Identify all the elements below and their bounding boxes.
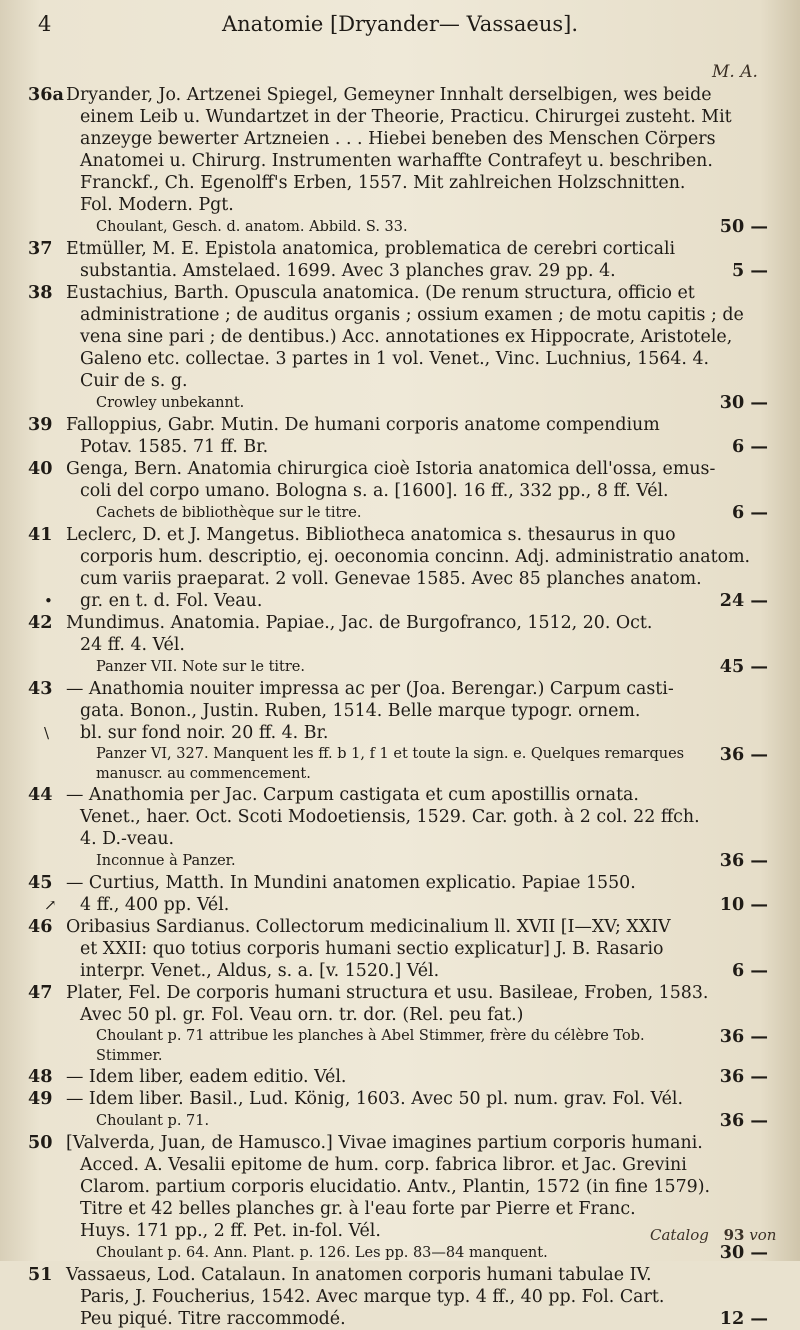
footer-stamp [650,1226,776,1244]
entry-text: Clarom. partium corporis elucidatio. Antv., Plantin, 1572 (in fine 1579). [80,1177,711,1197]
footer-page: 93 [723,1226,745,1244]
entry-text: interpr. Venet., Aldus, s. a. [v. 1520.] Vél. [80,961,440,981]
entry-text: — Idem liber, eadem editio. Vél. [66,1067,347,1087]
entry-text: 24 ff. 4. Vél. [80,635,185,655]
entry-price: 36 — [719,1066,768,1087]
entry-price: 10 — [719,894,768,915]
entry-text: Etmüller, M. E. Epistola anatomica, problematica de cerebri corticali [66,239,676,259]
catalog-entry [0,524,800,612]
entry-line [0,1132,800,1154]
entry-line [0,1286,800,1308]
catalog-entry [0,1066,800,1088]
catalog-entry [0,916,800,982]
entry-price: 30 — [719,1242,768,1263]
entry-line [0,678,800,700]
running-head [0,12,800,48]
entry-text: Dryander, Jo. Artzenei Spiegel, Gemeyner Innhalt derselbigen, wes beide [66,85,712,105]
entry-text: cum variis praeparat. 2 voll. Genevae 1585. Avec 85 planches anatom. [80,569,702,589]
entry-text: Avec 50 pl. gr. Fol. Veau orn. tr. dor. (Rel. peu fat.) [80,1005,524,1025]
page-number: 4 [38,12,52,36]
entry-line [0,960,800,982]
entry-text: Cuir de s. g. [80,371,188,391]
entry-line [0,806,800,828]
entry-line [0,784,800,806]
entry-line [0,700,800,722]
entry-text: — Anathomia nouiter impressa ac per (Joa. Berengar.) Carpum casti- [66,679,674,699]
entry-line [0,1004,800,1026]
catalog-entry [0,1088,800,1132]
catalog-entry [0,612,800,678]
entry-price: 36 — [719,1110,768,1131]
entry-text: Vassaeus, Lod. Catalaun. In anatomen corporis humani tabulae IV. [66,1265,652,1285]
entry-text: Falloppius, Gabr. Mutin. De humani corporis anatome compendium [66,415,660,435]
entry-price: 6 — [732,436,768,457]
entry-text: Titre et 42 belles planches gr. à l'eau forte par Pierre et Franc. [80,1199,636,1219]
entry-line [0,370,800,392]
margin-mark: ↗ [44,896,57,914]
entry-text: et XXII: quo totius corporis humani sectio explicatur] J. B. Rasario [80,939,664,959]
entry-line [0,894,800,916]
entry-text: substantia. Amstelaed. 1699. Avec 3 planches grav. 29 pp. 4. [80,261,616,281]
catalog-entry [0,84,800,238]
entry-note: Inconnue à Panzer. 36 — [96,850,768,871]
entry-number: 46 [28,916,53,937]
entry-number: 47 [28,982,53,1003]
entry-number: 49 [28,1088,53,1109]
entry-price: 36 — [719,850,768,871]
catalog-entry [0,458,800,524]
entry-text: Galeno etc. collectae. 3 partes in 1 vol. Venet., Vinc. Luchnius, 1564. 4. [80,349,710,369]
entry-line [0,260,800,282]
catalog-entry [0,784,800,872]
entry-line [0,458,800,480]
entry-line [0,414,800,436]
entry-text: Paris, J. Foucherius, 1542. Avec marque typ. 4 ff., 40 pp. Fol. Cart. [80,1287,665,1307]
entry-note: Cachets de bibliothèque sur le titre. 6 — [96,502,768,523]
catalog-entry [0,414,800,458]
entry-line [0,568,800,590]
entry-text: administratione ; de auditus organis ; ossium examen ; de motu capitis ; de [80,305,744,325]
entry-note: Choulant, Gesch. d. anatom. Abbild. S. 33. 50 — [96,216,768,237]
entry-line [0,282,800,304]
entry-line [0,436,800,458]
entry-line [0,722,800,744]
entry-note: Panzer VI, 327. Manquent les ff. b 1, f 1 et toute la sign. e. Quelques remarques manuscr. au commencement. 36 — [96,744,768,782]
entry-number: 42 [28,612,53,633]
entry-number: 50 [28,1132,53,1153]
entry-price: 6 — [732,960,768,981]
entry-number: 39 [28,414,53,435]
entry-text: Eustachius, Barth. Opuscula anatomica. (De renum structura, officio et [66,283,695,303]
entry-note: Crowley unbekannt. 30 — [96,392,768,413]
entry-line [0,634,800,656]
entry-line [0,524,800,546]
entry-text: Mundimus. Anatomia. Papiae., Jac. de Burgofranco, 1512, 20. Oct. [66,613,653,633]
entry-line [0,1066,800,1088]
entry-text: gr. en t. d. Fol. Veau. [80,591,263,611]
entry-text: gata. Bonon., Justin. Ruben, 1514. Belle marque typogr. ornem. [80,701,641,721]
entry-line [0,982,800,1004]
entry-price: 30 — [719,392,768,413]
catalog-entry [0,1132,800,1264]
entry-price: 50 — [719,216,768,237]
catalog-entry [0,678,800,784]
entry-text: vena sine pari ; de dentibus.) Acc. annotationes ex Hippocrate, Aristotele, [80,327,733,347]
entry-line [0,1154,800,1176]
entry-number: 37 [28,238,53,259]
entry-note: Choulant p. 71 attribue les planches à Abel Stimmer, frère du célèbre Tob. Stimmer. 36 — [96,1026,768,1064]
entry-note: Choulant p. 64. Ann. Plant. p. 126. Les pp. 83—84 manquent. 30 — [96,1242,768,1263]
catalog-entry [0,982,800,1066]
entry-text: bl. sur fond noir. 20 ff. 4. Br. [80,723,329,743]
entry-price: 6 — [732,502,768,523]
entry-text: — Curtius, Matth. In Mundini anatomen explicatio. Papiae 1550. [66,873,636,893]
entry-line [0,150,800,172]
entry-text: corporis hum. descriptio, ej. oeconomia concinn. Adj. administratio anatom. [80,547,751,567]
entry-text: einem Leib u. Wundartzet in der Theorie, Practicu. Chirurgei zusteht. Mit [80,107,732,127]
entry-line [0,872,800,894]
entry-text: Acced. A. Vesalii epitome de hum. corp. fabrica libror. et Jac. Grevini [80,1155,687,1175]
entry-price: 36 — [719,744,768,765]
handwritten-mark: M. A. [712,62,758,82]
entry-text: Oribasius Sardianus. Collectorum medicinalium ll. XVII [I—XV; XXIV [66,917,671,937]
entry-text: Potav. 1585. 71 ff. Br. [80,437,269,457]
entry-line [0,304,800,326]
margin-mark: • [44,592,53,610]
entry-text: 4 ff., 400 pp. Vél. [80,895,230,915]
entry-line [0,612,800,634]
catalog-entry [0,1264,800,1330]
entry-line [0,546,800,568]
entry-line [0,172,800,194]
entry-line [0,106,800,128]
entry-text: Anatomei u. Chirurg. Instrumenten warhaffte Contrafeyt u. beschriben. [80,151,713,171]
entry-number: 51 [28,1264,53,1285]
entry-number: 36a [28,84,64,105]
page-title: Anatomie [Dryander— Vassaeus]. [221,12,578,36]
entry-text: Huys. 171 pp., 2 ff. Pet. in-fol. Vél. [80,1221,381,1241]
entry-text: Fol. Modern. Pgt. [80,195,234,215]
entry-number: 44 [28,784,53,805]
catalog-entries [0,84,800,1330]
footer-suffix: von [749,1226,777,1244]
entry-text: Leclerc, D. et J. Mangetus. Bibliotheca anatomica s. thesaurus in quo [66,525,676,545]
entry-line [0,128,800,150]
entry-line [0,194,800,216]
entry-line [0,1308,800,1330]
entry-line [0,916,800,938]
entry-number: 45 [28,872,53,893]
entry-line [0,1198,800,1220]
entry-price: 24 — [719,590,768,611]
entry-price: 36 — [719,1026,768,1047]
entry-text: Franckf., Ch. Egenolff's Erben, 1557. Mit zahlreichen Holzschnitten. [80,173,686,193]
entry-line [0,326,800,348]
entry-price: 12 — [719,1308,768,1329]
footer-text: Catalog [650,1226,709,1244]
entry-line [0,1088,800,1110]
entry-text: — Anathomia per Jac. Carpum castigata et cum apostillis ornata. [66,785,639,805]
entry-note: Panzer VII. Note sur le titre. 45 — [96,656,768,677]
entry-number: 43 [28,678,53,699]
entry-line [0,1264,800,1286]
entry-text: 4. D.-veau. [80,829,175,849]
entry-line [0,938,800,960]
entry-number: 40 [28,458,53,479]
entry-line [0,348,800,370]
catalog-entry [0,282,800,414]
entry-text: Venet., haer. Oct. Scoti Modoetiensis, 1529. Car. goth. à 2 col. 22 ffch. [80,807,700,827]
entry-line [0,480,800,502]
entry-line [0,238,800,260]
entry-number: 48 [28,1066,53,1087]
entry-text: Plater, Fel. De corporis humani structura et usu. Basileae, Froben, 1583. [66,983,709,1003]
entry-text: — Idem liber. Basil., Lud. König, 1603. Avec 50 pl. num. grav. Fol. Vél. [66,1089,683,1109]
margin-mark: \ [44,724,50,742]
catalog-entry [0,238,800,282]
entry-price: 45 — [719,656,768,677]
entry-line [0,590,800,612]
entry-line [0,828,800,850]
catalog-entry [0,872,800,916]
entry-text: Genga, Bern. Anatomia chirurgica cioè Istoria anatomica dell'ossa, emus- [66,459,716,479]
entry-text: anzeyge bewerter Artzneien . . . Hiebei beneben des Menschen Cörpers [80,129,716,149]
entry-note: Choulant p. 71. 36 — [96,1110,768,1131]
entry-price: 5 — [732,260,768,281]
entry-text: coli del corpo umano. Bologna s. a. [1600]. 16 ff., 332 pp., 8 ff. Vél. [80,481,669,501]
entry-text: Peu piqué. Titre raccommodé. [80,1309,346,1329]
entry-line [0,1176,800,1198]
entry-number: 41 [28,524,53,545]
entry-text: [Valverda, Juan, de Hamusco.] Vivae imagines partium corporis humani. [66,1133,703,1153]
entry-number: 38 [28,282,53,303]
entry-line [0,84,800,106]
